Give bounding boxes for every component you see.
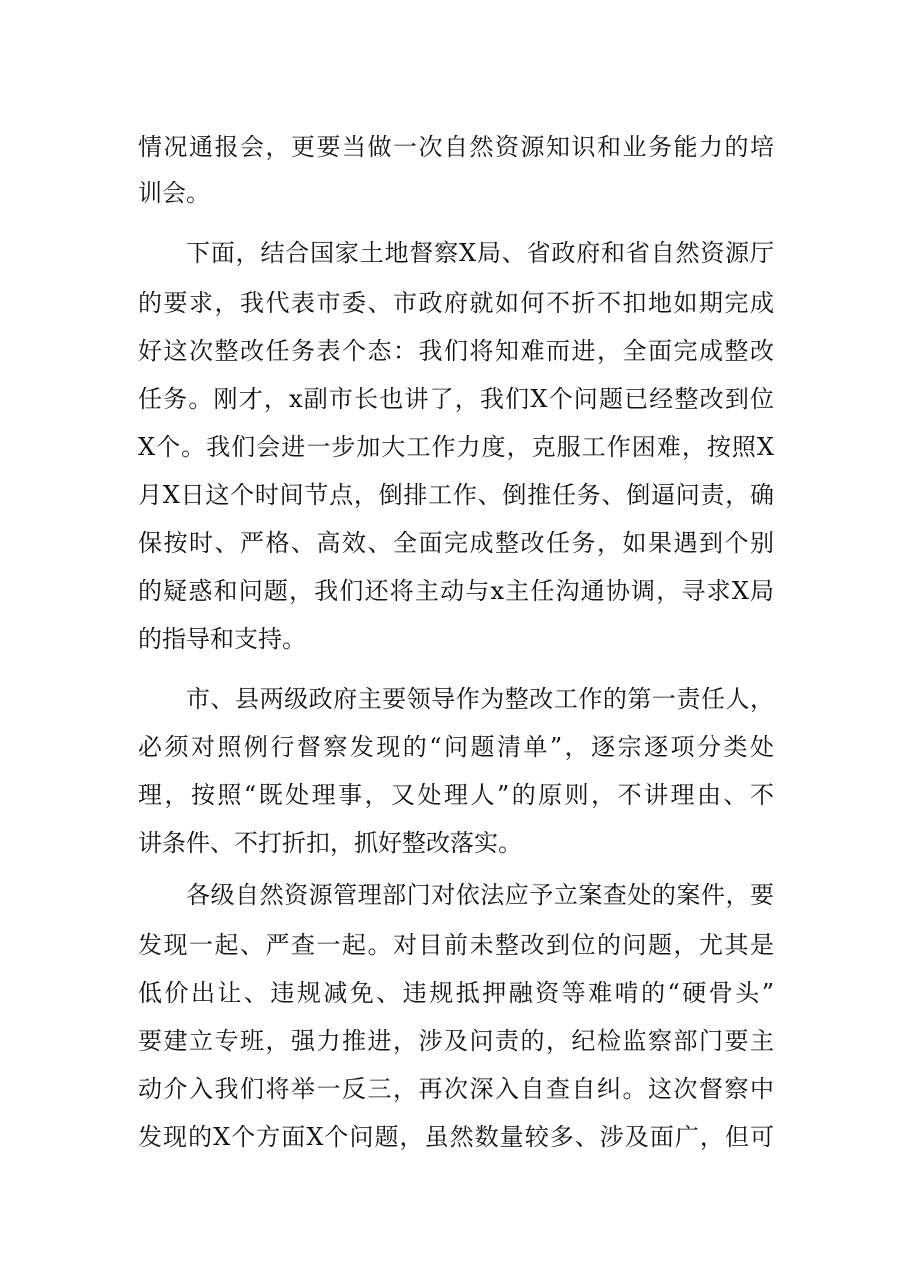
paragraph-2-line-4: 任务。刚才，x副市长也讲了，我们X个问题已经整改到位 <box>138 385 774 413</box>
paragraph-2-line-9: 的指导和支持。 <box>138 625 306 653</box>
paragraph-1-line-1: 情况通报会，更要当做一次自然资源知识和业务能力的培 <box>138 133 774 161</box>
paragraph-3-line-1: 市、县两级政府主要领导作为整改工作的第一责任人， <box>186 685 774 713</box>
paragraph-4-line-5: 动介入我们将举一反三，再次深入自查自纠。这次督察中 <box>138 1075 774 1103</box>
paragraph-3-line-2: 必须对照例行督察发现的“问题清单”，逐宗逐项分类处 <box>138 733 774 761</box>
paragraph-2-line-1: 下面，结合国家土地督察X局、省政府和省自然资源厅 <box>186 239 774 267</box>
paragraph-2-line-3: 好这次整改任务表个态：我们将知难而进，全面完成整改 <box>138 337 774 365</box>
paragraph-2-line-7: 保按时、严格、高效、全面完成整改任务，如果遇到个别 <box>138 529 774 557</box>
paragraph-3-line-4: 讲条件、不打折扣，抓好整改落实。 <box>138 829 522 857</box>
paragraph-4-line-4: 要建立专班，强力推进，涉及问责的，纪检监察部门要主 <box>138 1027 774 1055</box>
paragraph-4-line-2: 发现一起、严查一起。对目前未整改到位的问题，尤其是 <box>138 931 774 959</box>
paragraph-4-line-6: 发现的X个方面X个问题，虽然数量较多、涉及面广，但可 <box>138 1123 774 1151</box>
paragraph-2-line-5: X个。我们会进一步加大工作力度，克服工作困难，按照X <box>138 433 774 461</box>
paragraph-4-line-1: 各级自然资源管理部门对依法应予立案查处的案件，要 <box>186 881 774 909</box>
paragraph-2-line-2: 的要求，我代表市委、市政府就如何不折不扣地如期完成 <box>138 289 774 317</box>
paragraph-1-line-2: 训会。 <box>138 179 210 207</box>
paragraph-3-line-3: 理，按照“既处理事，又处理人”的原则，不讲理由、不 <box>138 781 774 809</box>
paragraph-2-line-6: 月X日这个时间节点，倒排工作、倒推任务、倒逼问责，确 <box>138 481 774 509</box>
paragraph-4-line-3: 低价出让、违规减免、违规抵押融资等难啃的“硬骨头” <box>138 979 774 1007</box>
paragraph-2-line-8: 的疑惑和问题，我们还将主动与x主任沟通协调，寻求X局 <box>138 577 774 605</box>
